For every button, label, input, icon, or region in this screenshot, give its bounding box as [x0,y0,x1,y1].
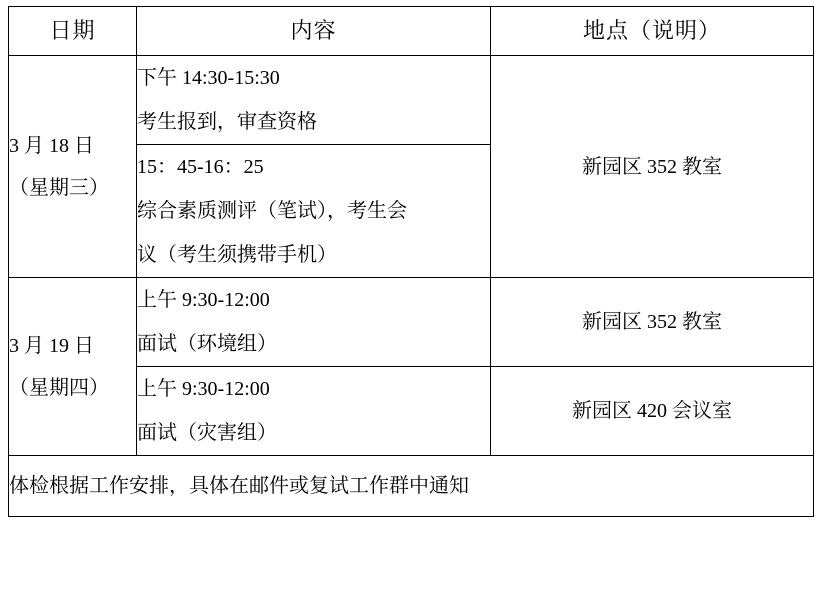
content-line: 面试（灾害组） [137,422,277,444]
content-line: 上午 9:30-12:00 [137,378,270,400]
date-line-2: （星期三） [9,176,109,199]
place-cell-day2-block1: 新园区 352 教室 [491,278,814,367]
table-header-row [9,7,814,56]
date-line-1: 3 月 19 日 [9,334,94,357]
header-date: 日期 [9,7,137,56]
date-line-1: 3 月 18 日 [9,134,94,157]
content-line: 15：45-16：25 [137,156,264,178]
interview-schedule-table [8,6,814,517]
content-line: 综合素质测评（笔试），考生会 [137,200,407,222]
content-line: 上午 9:30-12:00 [137,289,270,311]
content-line: 下午 14:30-15:30 [137,67,280,89]
content-cell-day1-block1 [137,56,491,145]
header-place: 地点（说明） [491,7,814,56]
content-cell-day2-block2 [137,367,491,456]
content-line: 面试（环境组） [137,333,277,355]
header-content: 内容 [137,7,491,56]
table-row [9,56,814,145]
footer-note: 体检根据工作安排，具体在邮件或复试工作群中通知 [9,456,814,517]
date-cell-day2 [9,278,137,456]
content-cell-day1-block2 [137,145,491,278]
content-cell-day2-block1 [137,278,491,367]
table-row [9,278,814,367]
date-line-2: （星期四） [9,376,109,399]
content-line: 考生报到，审查资格 [137,111,317,133]
content-line: 议（考生须携带手机） [137,244,337,266]
schedule-document [0,6,821,599]
table-footer-row [9,456,814,517]
place-cell-day2-block2: 新园区 420 会议室 [491,367,814,456]
date-cell-day1 [9,56,137,278]
place-cell-day1: 新园区 352 教室 [491,56,814,278]
